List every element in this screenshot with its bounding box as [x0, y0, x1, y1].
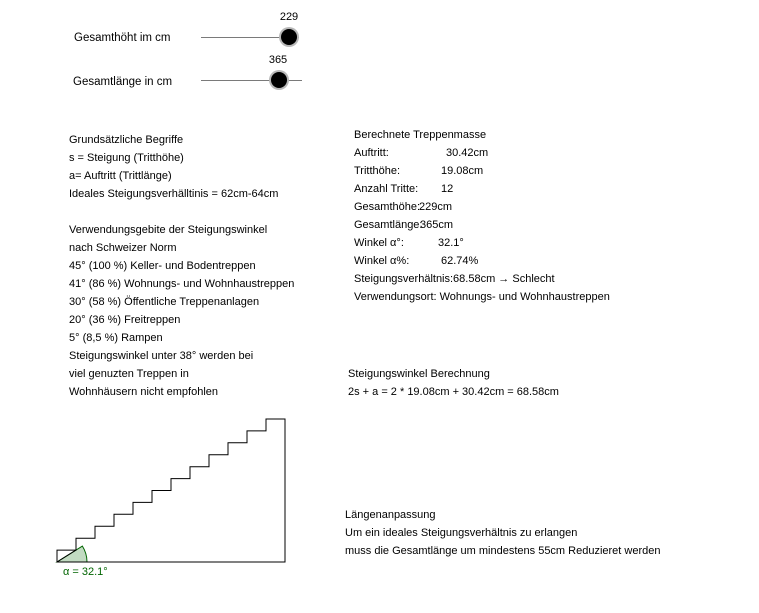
computed-value: 32.1° [438, 237, 464, 249]
angle-label: α = 32.1° [63, 566, 108, 578]
basics-line: a= Auftritt (Trittlänge) [69, 170, 172, 182]
adjust-line: Um ein ideales Steigungsverhältnis zu erlangen [345, 527, 578, 539]
usage-line: viel genuzten Treppen in [69, 368, 189, 380]
adjust-line: muss die Gesamtlänge um mindestens 55cm Reduzieret werden [345, 545, 661, 557]
basics-title: Grundsätzliche Begriffe [69, 134, 184, 146]
slider-height-label: Gesamthöht im cm [74, 32, 171, 44]
computed-key: Gesamthöhe: [354, 201, 421, 213]
slider-length-value: 365 [268, 54, 288, 66]
usage-line: Wohnhäusern nicht empfohlen [69, 386, 219, 398]
usage-line: 20° (36 %) Freitreppen [69, 314, 181, 326]
slider-height-value: 229 [279, 11, 299, 23]
staircase-outline [57, 419, 285, 562]
computed-key: Gesamtlänge: [354, 219, 423, 231]
usage-line: nach Schweizer Norm [69, 242, 177, 254]
usage-line: 5° (8,5 %) Rampen [69, 332, 163, 344]
usage-line: Steigungswinkel unter 38° werden bei [69, 350, 254, 362]
usage-line: Verwendungsgebite der Steigungswinkel [69, 224, 268, 236]
computed-key: Tritthöhe: [354, 165, 401, 177]
computed-value: 30.42cm [446, 147, 489, 159]
computed-key: Anzahl Tritte: [354, 183, 419, 195]
slider-length-label: Gesamtlänge in cm [73, 76, 173, 88]
usage-line: 30° (58 %) Öffentliche Treppenanlagen [69, 296, 260, 308]
basics-line: s = Steigung (Tritthöhe) [69, 152, 184, 164]
adjust-title: Längenanpassung [345, 509, 436, 521]
computed-ratio: Steigungsverhältnis:68.58cm → Schlecht [354, 273, 555, 285]
computed-value: 365cm [420, 219, 454, 231]
computed-use: Verwendungsort: Wohnungs- und Wohnhaustreppen [354, 291, 610, 303]
basics-line: Ideales Steigungsverhälltinis = 62cm-64cm [69, 188, 279, 200]
usage-line: 41° (86 %) Wohnungs- und Wohnhaustreppen [69, 278, 295, 290]
computed-value: 12 [441, 183, 454, 195]
usage-line: 45° (100 %) Keller- und Bodentreppen [69, 260, 256, 272]
calc-title: Steigungswinkel Berechnung [348, 368, 490, 380]
computed-value: 19.08cm [441, 165, 484, 177]
computed-key: Auftritt: [354, 147, 389, 159]
calc-formula: 2s + a = 2 * 19.08cm + 30.42cm = 68.58cm [348, 386, 559, 398]
computed-title: Berechnete Treppenmasse [354, 129, 487, 141]
computed-value: 62.74% [441, 255, 479, 267]
computed-key: Winkel α%: [354, 255, 410, 267]
computed-value: 229cm [419, 201, 453, 213]
computed-key: Winkel α°: [354, 237, 404, 249]
